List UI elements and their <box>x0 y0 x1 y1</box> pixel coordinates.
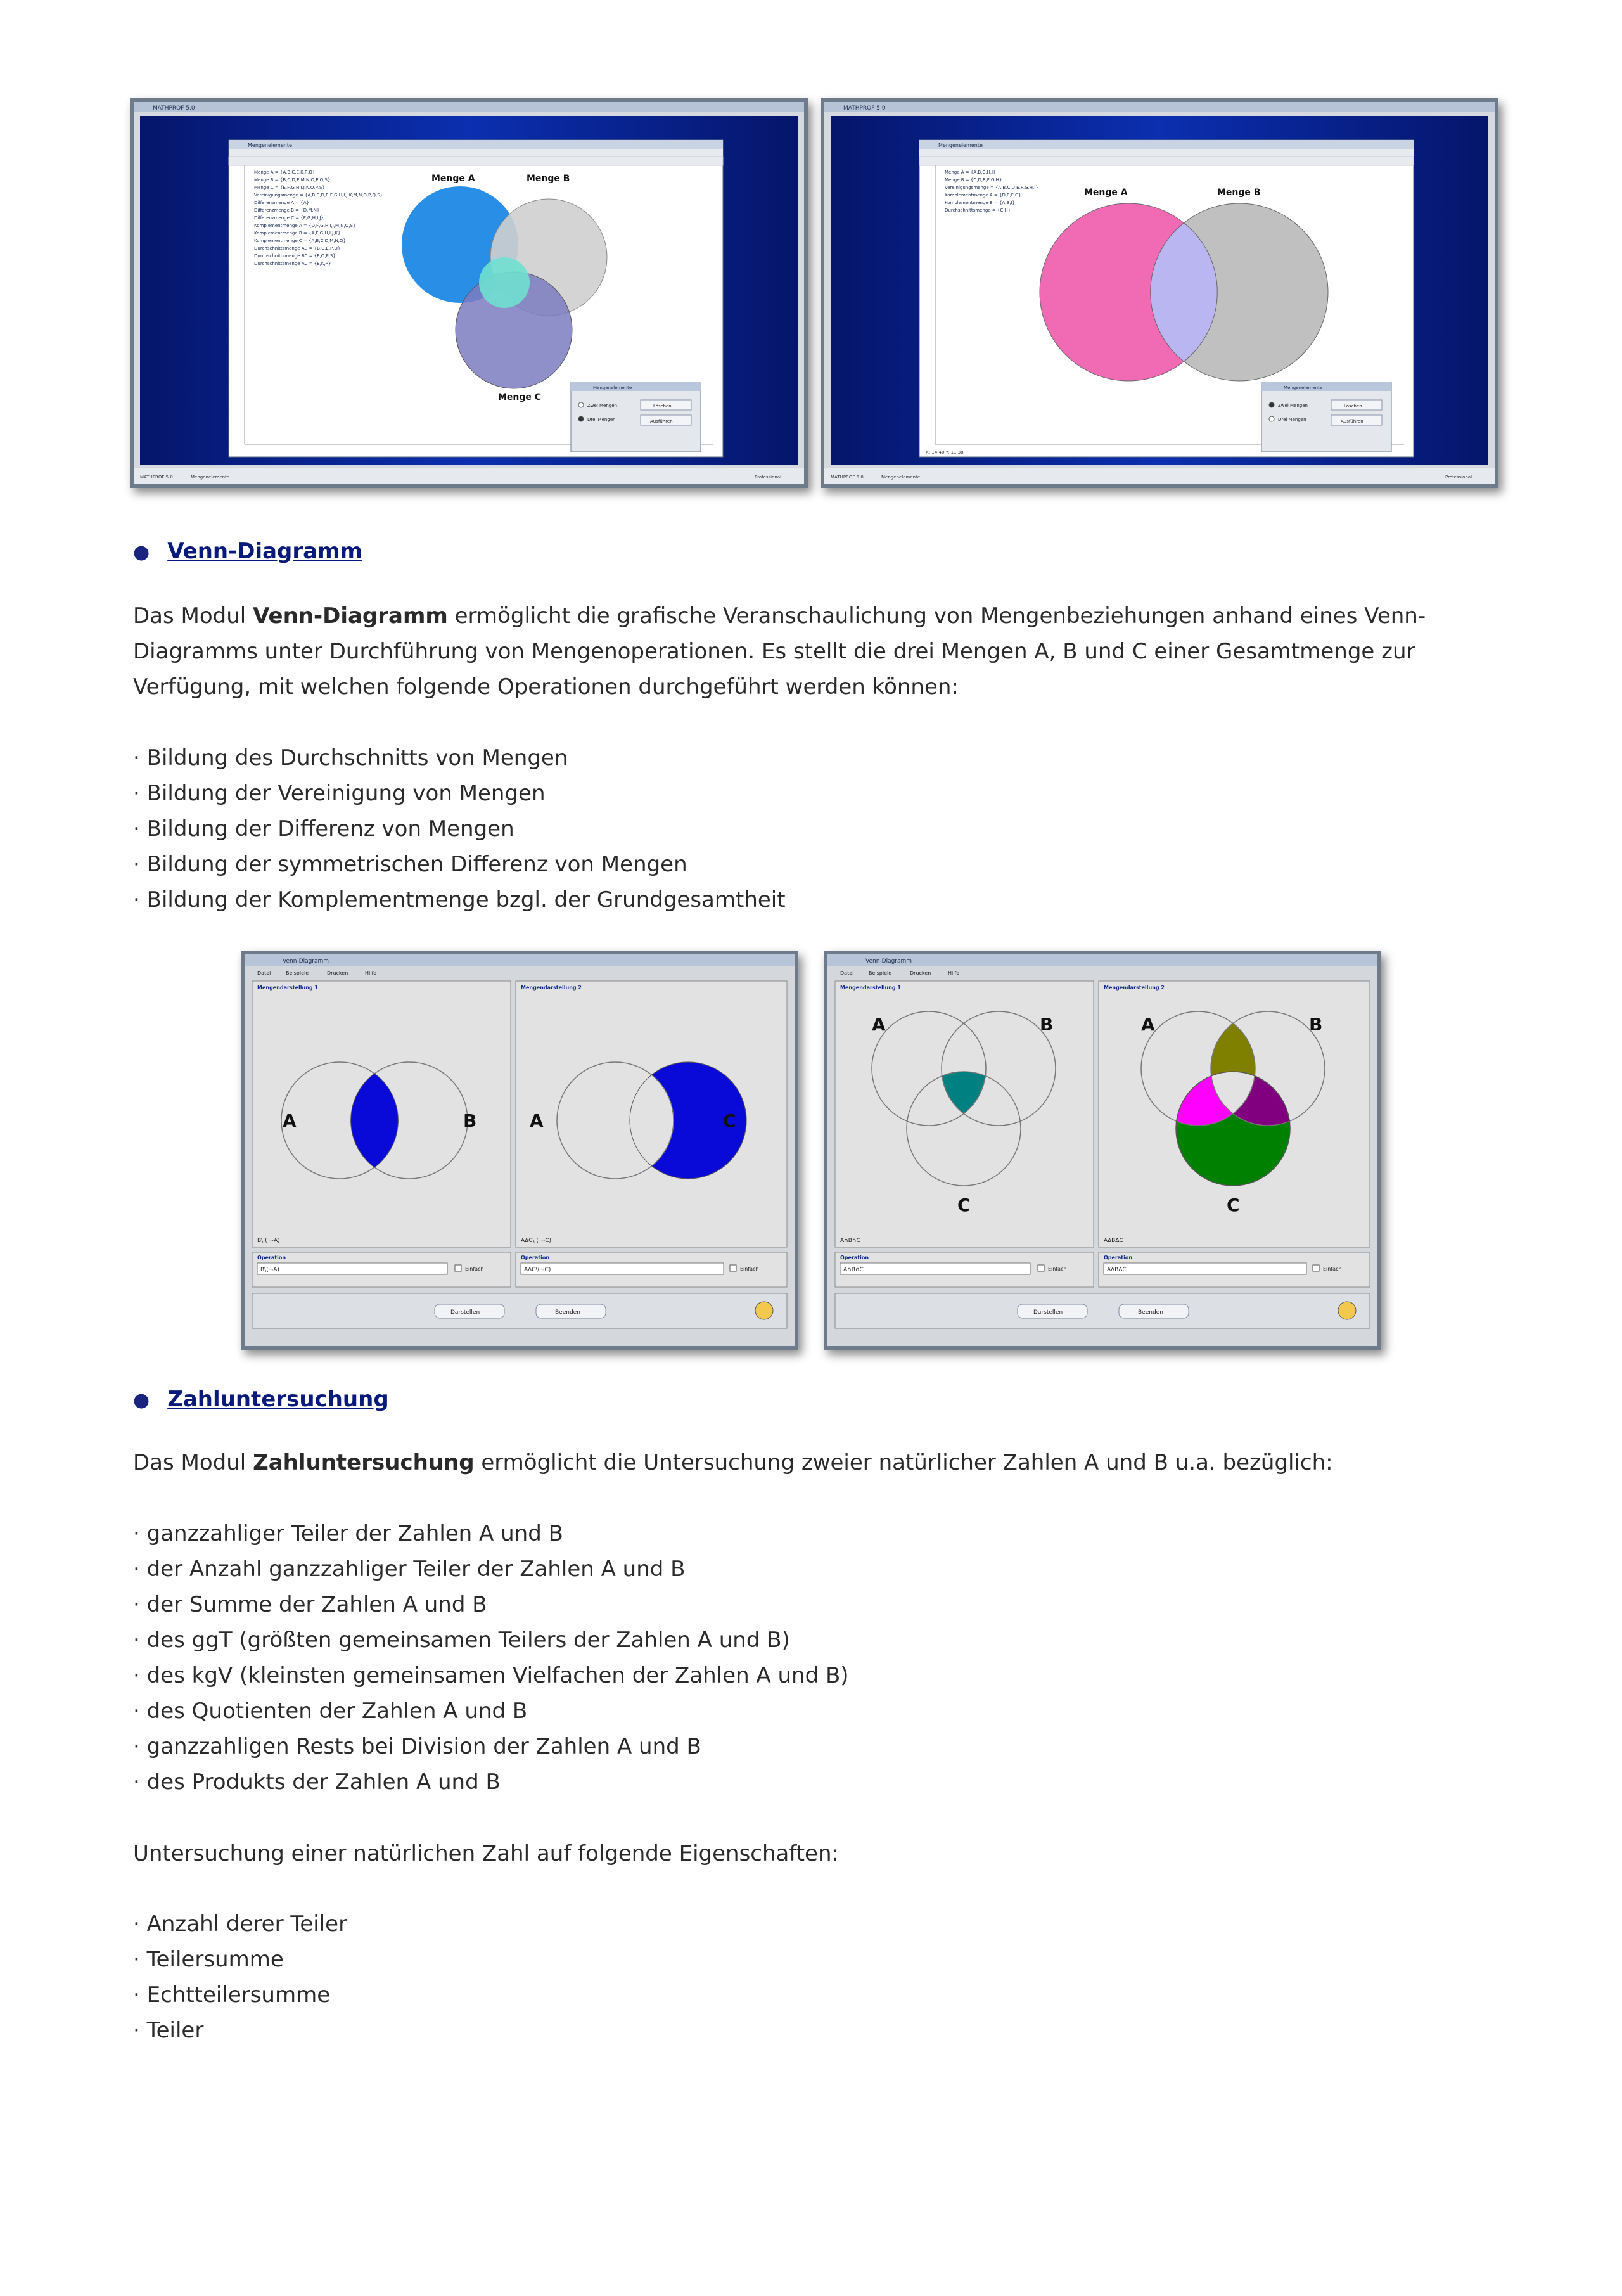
bullet-icon: ● <box>133 541 150 563</box>
venn-diagramm-link[interactable]: Venn-Diagramm <box>167 539 362 564</box>
set-line: Menge B = {C,D,E,F,G,H} <box>945 177 1002 183</box>
para-bold: Zahluntersuchung <box>253 1450 475 1475</box>
section-heading-zahl <box>133 1387 389 1412</box>
panel1-formula: A∩B∩C <box>840 1238 860 1244</box>
screenshot-venn-three-sets <box>130 98 808 488</box>
screenshot-canvas <box>134 102 804 484</box>
set-line: Durchschnittsmenge AB = {B,C,E,P,Q} <box>254 246 341 251</box>
status-app: MATHPROF 5.0 <box>831 475 864 480</box>
menu-hilfe[interactable]: Hilfe <box>365 970 377 976</box>
zahl-description <box>133 1445 1495 1480</box>
window-title: Mengenelemente <box>248 143 292 148</box>
simple-checkbox-1[interactable] <box>455 1265 461 1271</box>
panel2-formula: A∆B∆C <box>1104 1238 1123 1244</box>
set-line: Komplementmenge A = {D,F,G,H,I,J,M,N,O,S} <box>254 223 356 228</box>
screenshot-venn-operations-1 <box>241 951 798 1350</box>
para-text: ermöglicht die grafische Veranschaulichung von Mengenbeziehungen anhand eines Venn-Diagramms unter Durchführung von Mengenoperationen. Es stellt die drei Mengen A, B und C einer Gesamtmenge zur Verfügung, mit welchen folgende Operationen durchgeführt werden können: <box>133 603 1426 700</box>
label-a: A <box>530 1110 544 1131</box>
label-menge-b: Menge B <box>527 174 570 184</box>
panel2-title: Mengendarstellung 2 <box>1104 985 1165 991</box>
help-icon[interactable] <box>1338 1302 1356 1319</box>
para-text: Das Modul <box>133 1450 253 1475</box>
panel2-title: Mengendarstellung 2 <box>521 985 582 991</box>
operation-input-2-value: A∆B∆C <box>1107 1267 1127 1273</box>
list-item: · des kgV (kleinsten gemeinsamen Vielfachen der Zahlen A und B) <box>133 1658 849 1693</box>
operation-input-1-value: A∩B∩C <box>843 1267 864 1273</box>
set-line: Vereinigungsmenge = {A,B,C,D,E,F,G,H,I,J,K,M,N,O,P,Q,S} <box>254 193 383 198</box>
screenshot-venn-two-sets <box>821 98 1498 488</box>
list-item: · des Produkts der Zahlen A und B <box>133 1764 849 1800</box>
end-button-label: Beenden <box>555 1309 580 1316</box>
list-item: · Anzahl derer Teiler <box>133 1906 347 1942</box>
set-line: Menge A = {A,B,C,E,K,P,Q} <box>254 170 316 175</box>
menu-drucken[interactable]: Drucken <box>327 970 348 976</box>
app-title: MATHPROF 5.0 <box>153 105 195 112</box>
list-item: · Bildung der symmetrischen Differenz von Mengen <box>133 847 786 882</box>
set-line: Differenzmenge B = {D,M,N} <box>254 208 320 213</box>
menu-beispiele[interactable]: Beispiele <box>869 970 892 976</box>
list-item: · des Quotienten der Zahlen A und B <box>133 1693 849 1729</box>
menu-datei[interactable]: Datei <box>257 970 271 976</box>
panel1-title: Mengendarstellung 1 <box>840 985 901 991</box>
para-text: Das Modul <box>133 603 253 629</box>
window-title: Venn-Diagramm <box>283 958 329 965</box>
operation-input-2[interactable] <box>521 1263 724 1274</box>
show-button-label: Darstellen <box>450 1309 480 1316</box>
label-menge-a: Menge A <box>431 174 475 184</box>
list-item: · ganzzahligen Rests bei Division der Zahlen A und B <box>133 1729 849 1764</box>
screenshot-venn-operations-2 <box>824 951 1381 1350</box>
simple-checkbox-label: Einfach <box>740 1266 759 1272</box>
set-line: Differenzmenge A = {A} <box>254 200 309 205</box>
set-line: Menge A = {A,B,C,H,I} <box>945 170 996 175</box>
label-menge-c: Menge C <box>498 392 542 402</box>
set-line: Vereinigungsmenge = {A,B,C,D,E,F,G,H,I} <box>945 185 1038 190</box>
help-icon[interactable] <box>755 1302 773 1319</box>
label-a: A <box>872 1014 886 1035</box>
simple-checkbox-label: Einfach <box>1323 1266 1342 1272</box>
set-line: Komplementmenge A = {D,E,F,G} <box>945 193 1021 198</box>
list-item: · des ggT (größten gemeinsamen Teilers der Zahlen A und B) <box>133 1622 849 1658</box>
clear-button-label: Löschen <box>653 404 672 409</box>
app-title: MATHPROF 5.0 <box>843 105 886 112</box>
simple-checkbox-label: Einfach <box>1048 1266 1067 1272</box>
zahl-description-2: Untersuchung einer natürlichen Zahl auf folgende Eigenschaften: <box>133 1841 839 1866</box>
show-button-label: Darstellen <box>1033 1309 1063 1316</box>
venn-description <box>133 598 1495 705</box>
menu-datei[interactable]: Datei <box>840 970 854 976</box>
simple-checkbox-2[interactable] <box>1313 1265 1319 1271</box>
label-a: A <box>283 1110 297 1131</box>
radio-two-label: Zwei Mengen <box>1278 403 1308 408</box>
operation-input-1[interactable] <box>257 1263 447 1274</box>
list-item: · der Anzahl ganzzahliger Teiler der Zahlen A und B <box>133 1551 849 1587</box>
operation-input-1[interactable] <box>840 1263 1030 1274</box>
set-line: Menge B = {B,C,D,E,M,N,O,P,Q,S} <box>254 177 331 183</box>
operation-label: Operation <box>1104 1255 1133 1260</box>
operation-input-2[interactable] <box>1104 1263 1306 1274</box>
status-app: MATHPROF 5.0 <box>140 475 173 480</box>
status-edition: Professional <box>755 475 782 480</box>
radio-two-sets[interactable] <box>578 402 584 407</box>
status-module: Mengenelemente <box>881 475 921 480</box>
screenshot-canvas <box>245 954 795 1346</box>
set-line: Durchschnittsmenge = {C,H} <box>945 208 1011 213</box>
screenshot-canvas <box>827 954 1377 1346</box>
zahluntersuchung-link[interactable]: Zahluntersuchung <box>167 1387 389 1412</box>
label-c: C <box>1227 1195 1240 1215</box>
window-title: Mengenelemente <box>938 143 983 148</box>
panel1-title: Mengendarstellung 1 <box>257 985 318 991</box>
label-b: B <box>1309 1014 1323 1035</box>
panel2-formula: A∆C\ ( ¬C) <box>521 1238 552 1244</box>
window-title: Venn-Diagramm <box>865 958 912 965</box>
status-module: Mengenelemente <box>191 475 230 480</box>
panel1-formula: B\ ( ¬A) <box>257 1238 280 1244</box>
radio-two-sets[interactable] <box>1269 402 1274 407</box>
list-item: · ganzzahliger Teiler der Zahlen A und B <box>133 1516 849 1551</box>
set-line: Durchschnittsmenge AC = {E,K,P} <box>254 261 331 266</box>
set-line: Differenzmenge C = {F,G,H,I,J} <box>254 215 324 221</box>
simple-checkbox-label: Einfach <box>465 1266 484 1272</box>
bullet-icon: ● <box>133 1389 150 1411</box>
panel-title: Mengenelemente <box>593 385 632 390</box>
list-item: · Bildung der Vereinigung von Mengen <box>133 776 786 811</box>
para-bold: Venn-Diagramm <box>253 603 448 629</box>
label-b: B <box>463 1110 477 1131</box>
venn-two-sets <box>1040 203 1328 381</box>
label-c: C <box>957 1195 971 1215</box>
list-item: · Teiler <box>133 2013 347 2048</box>
list-item: · Bildung der Differenz von Mengen <box>133 811 786 847</box>
list-item: · der Summe der Zahlen A und B <box>133 1587 849 1622</box>
status-edition: Professional <box>1445 475 1472 480</box>
list-item: · Echtteilersumme <box>133 1977 347 2013</box>
radio-three-sets[interactable] <box>578 416 584 421</box>
set-line: Durchschnittsmenge BC = {E,O,P,S} <box>254 253 336 259</box>
simple-checkbox-2[interactable] <box>730 1265 736 1271</box>
zahl-single-properties-list <box>133 1906 347 2048</box>
label-a: A <box>1141 1014 1155 1035</box>
menu-hilfe[interactable]: Hilfe <box>948 970 960 976</box>
label-b: B <box>1040 1014 1054 1035</box>
radio-three-sets[interactable] <box>1269 416 1274 421</box>
label-menge-b: Menge B <box>1217 188 1261 198</box>
venn-operations-list <box>133 740 786 918</box>
list-item: · Teilersumme <box>133 1942 347 1977</box>
panel-title: Mengenelemente <box>1284 385 1323 390</box>
coordinate-readout: X: 14.40 Y: 11.38 <box>926 450 964 455</box>
radio-three-label: Drei Mengen <box>1278 417 1306 422</box>
operation-input-1-value: B\(¬A) <box>260 1267 279 1273</box>
set-line: Komplementmenge C = {A,B,C,D,M,N,Q} <box>254 238 346 243</box>
radio-three-label: Drei Mengen <box>587 417 616 422</box>
clear-button-label: Löschen <box>1344 404 1362 409</box>
para-text: ermöglicht die Untersuchung zweier natürlicher Zahlen A und B u.a. bezüglich: <box>474 1450 1333 1475</box>
simple-checkbox-1[interactable] <box>1038 1265 1044 1271</box>
radio-two-label: Zwei Mengen <box>587 403 617 408</box>
run-button-label: Ausführen <box>650 419 673 424</box>
list-item: · Bildung der Komplementmenge bzgl. der Grundgesamtheit <box>133 882 786 918</box>
operation-label: Operation <box>521 1255 550 1260</box>
zahl-properties-list <box>133 1516 849 1800</box>
set-line: Komplementmenge B = {A,F,G,H,I,J,K} <box>254 231 341 236</box>
operation-label: Operation <box>257 1255 286 1260</box>
label-c: C <box>723 1110 736 1131</box>
section-heading-venn <box>133 539 362 564</box>
operation-label: Operation <box>840 1255 869 1260</box>
operation-input-2-value: A∆C\(¬C) <box>524 1267 551 1273</box>
run-button-label: Ausführen <box>1341 419 1363 424</box>
menu-drucken[interactable]: Drucken <box>910 970 931 976</box>
label-menge-a: Menge A <box>1084 188 1128 198</box>
screenshot-canvas <box>824 102 1495 484</box>
end-button-label: Beenden <box>1138 1309 1163 1316</box>
menu-beispiele[interactable]: Beispiele <box>286 970 309 976</box>
set-line: Menge C = {E,F,G,H,I,J,K,O,P,S} <box>254 185 325 190</box>
set-line: Komplementmenge B = {A,B,I} <box>945 200 1016 205</box>
list-item: · Bildung des Durchschnitts von Mengen <box>133 740 786 776</box>
